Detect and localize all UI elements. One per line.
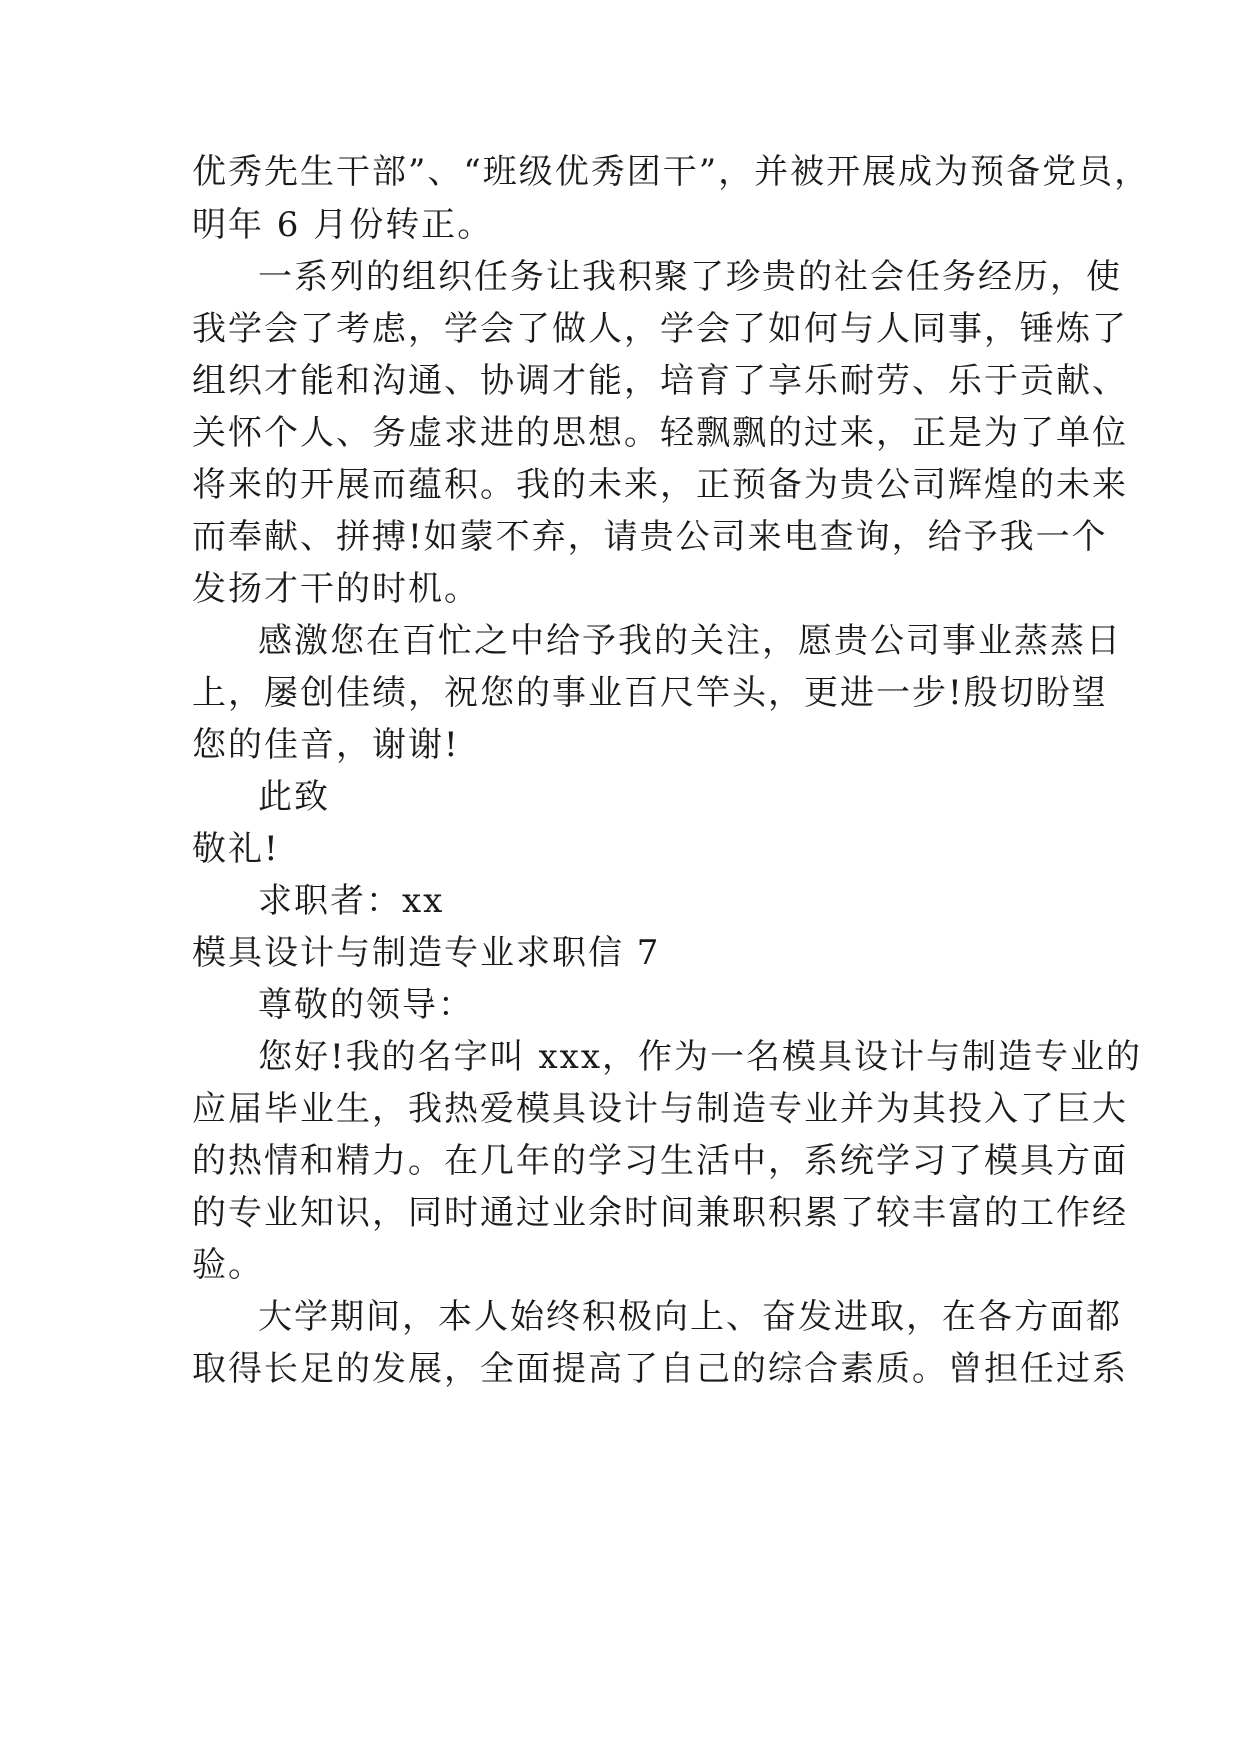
text-line: 应届毕业生，我热爱模具设计与制造专业并为其投入了巨大: [192, 1089, 1128, 1129]
closing-salutation: 此致: [258, 777, 330, 817]
text-line: 上，屡创佳绩，祝您的事业百尺竿头，更进一步!殷切盼望: [192, 673, 1108, 713]
text-line: 的专业知识，同时通过业余时间兼职积累了较丰富的工作经: [192, 1193, 1128, 1233]
text-line: 的热情和精力。在几年的学习生活中，系统学习了模具方面: [192, 1141, 1128, 1181]
text-line: 您的佳音，谢谢!: [192, 725, 460, 765]
text-line: 我学会了考虑，学会了做人，学会了如何与人同事，锤炼了: [192, 309, 1128, 349]
text-line: 优秀先生干部”、“班级优秀团干”，并被开展成为预备党员，: [192, 152, 1151, 192]
greeting: 尊敬的领导：: [258, 985, 474, 1025]
text-line: 大学期间，本人始终积极向上、奋发进取，在各方面都: [258, 1297, 1122, 1337]
text-line: 验。: [192, 1245, 264, 1285]
text-line: 将来的开展而蕴积。我的未来，正预备为贵公司辉煌的未来: [192, 465, 1128, 505]
text-line: 明年 6 月份转正。: [192, 205, 494, 245]
text-line: 发扬才干的时机。: [192, 569, 480, 609]
closing-regards: 敬礼!: [192, 829, 280, 869]
text-line: 而奉献、拼搏!如蒙不弃，请贵公司来电查询，给予我一个: [192, 517, 1108, 557]
text-line: 组织才能和沟通、协调才能，培育了享乐耐劳、乐于贡献、: [192, 361, 1128, 401]
text-line: 取得长足的发展，全面提高了自己的综合素质。曾担任过系: [192, 1349, 1128, 1389]
text-line: 您好!我的名字叫 xxx，作为一名模具设计与制造专业的: [258, 1037, 1142, 1077]
signature-line: 求职者：xx: [258, 881, 445, 921]
text-line: 一系列的组织任务让我积聚了珍贵的社会任务经历，使: [258, 257, 1122, 297]
section-heading: 模具设计与制造专业求职信 7: [192, 933, 661, 973]
text-line: 感激您在百忙之中给予我的关注，愿贵公司事业蒸蒸日: [258, 621, 1122, 661]
text-line: 关怀个人、务虚求进的思想。轻飘飘的过来，正是为了单位: [192, 413, 1128, 453]
